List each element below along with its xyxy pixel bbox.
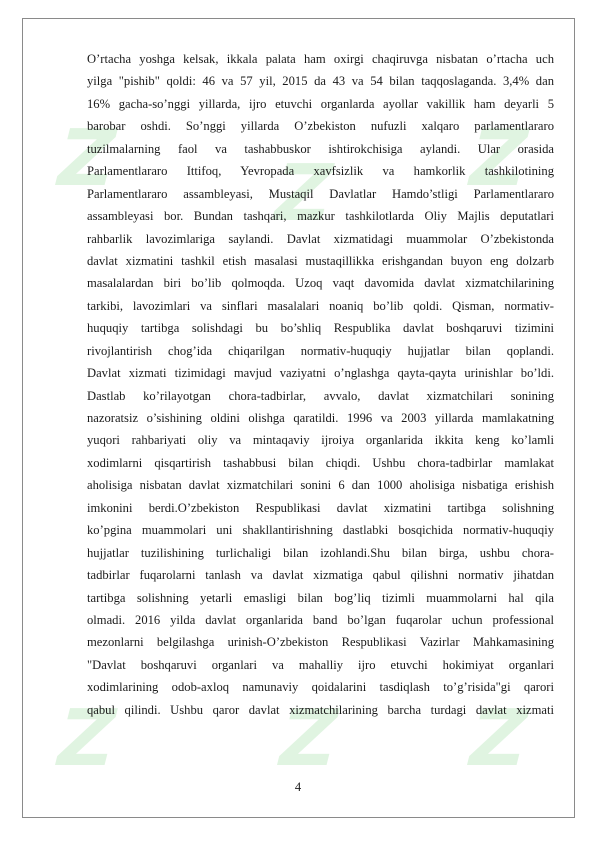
text-line: yilga "pishib" qoldi: 46 va 57 yil, 2015 da 43 va 54 bilan taqqoslaganda. 3,4% dan	[87, 74, 554, 89]
watermark-letter: Z	[458, 694, 538, 784]
watermark-letter: Z	[46, 694, 126, 784]
text-line: davlat xizmatini tashkil etish masalasi mustaqillikka erishgandan buyon eng dolzarb	[87, 253, 554, 268]
page-number: 4	[294, 780, 302, 794]
text-line: Parlamentlararo Ittifoq, Yevropada xavfsizlik va hamkorlik tashkilotining	[87, 164, 554, 179]
text-line: Dastlab ko’rilayotgan chora-tadbirlar, avvalo, davlat xizmatchilari sonining	[87, 388, 554, 403]
text-line: 16% gacha-so’nggi yillarda, ijro etuvchi organlarda ayollar vakillik ham deyarli 5	[87, 96, 554, 111]
watermark-letter: Z	[268, 694, 348, 784]
body-text	[87, 48, 554, 721]
text-line: yuqori rahbariyati oliy va mintaqaviy ijroiya organlarida ikkita keng ko’lamli	[87, 433, 554, 448]
text-line: imkonini berdi.O’zbekiston Respublikasi davlat xizmatini tartibga solishning	[87, 500, 554, 515]
text-line: masalalardan biri bo’lib qolmoqda. Uzoq vaqt davomida davlat xizmatchilarining	[87, 276, 554, 291]
text-line: qabul qilindi. Ushbu qaror davlat xizmatchilarining barcha turdagi davlat xizmati	[87, 702, 554, 717]
text-line: nazoratsiz o’sishining oldini olishga qaratildi. 1996 va 2003 yillarda mamlakatning	[87, 411, 554, 425]
text-line: ko’pgina muammolari uni shakllantirishning dastlabki bosqichida normativ-huquqiy	[87, 523, 554, 538]
text-line: Parlamentlararo assambleyasi, Mustaqil Davlatlar Hamdo’stligi Parlamentlararo	[87, 186, 554, 201]
text-line: olmadi. 2016 yilda davlat organlarida band bo’lgan fuqarolar uchun professional	[87, 612, 554, 627]
text-line: barobar oshdi. So’nggi yillarda O’zbekiston nufuzli xalqaro parlamentlararo	[87, 119, 554, 134]
text-line: assambleyasi bor. Bundan tashqari, mazkur tashkilotlarda Oliy Majlis deputatlari	[87, 209, 554, 224]
text-line: hujjatlar tuzilishining turlichaligi bilan izohlandi.Shu bilan birga, ushbu chora-	[87, 545, 554, 560]
text-line: rahbarlik lavozimlariga saylandi. Davlat xizmatidagi muammolar O’zbekistonda	[87, 231, 554, 246]
text-line: tuzilmalarning faol va tashabbuskor ishtirokchisiga aylandi. Ular orasida	[87, 141, 554, 156]
watermark-letter: Z	[46, 114, 126, 204]
text-line: xodimlarni qisqartirish tashabbusi bilan chiqdi. Ushbu chora-tadbirlar mamlakat	[87, 455, 554, 470]
text-line: Davlat xizmati tizimidagi mavjud vaziyatni o’nglashga qayta-qayta urinishlar bo’ldi.	[87, 366, 554, 381]
text-line: xodimlarining odob-axloq namunaviy qoidalarini tasdiqlash to’g’risida"gi qarori	[87, 680, 554, 695]
text-line: huquqiy tartibga solishdagi bu bo’shliq Respublika davlat boshqaruvi tizimini	[87, 321, 554, 336]
text-line: tartibga solishning yetarli emasligi bilan bog’liq tizimli muammolarni hal qila	[87, 590, 554, 605]
text-line: rivojlantirish chog’ida chiqarilgan normativ-huquqiy hujjatlar bilan qoplandi.	[87, 343, 554, 358]
text-line: tarkibi, lavozimlari va sinflari masalalari noaniq bo’lib qoldi. Qisman, normativ-	[87, 298, 554, 313]
text-line: tadbirlar fuqarolarni tanlash va davlat xizmatiga qabul qilishni normativ jihatdan	[87, 568, 554, 583]
text-line: mezonlarni belgilashga urinish-O’zbekiston Respublikasi Vazirlar Mahkamasining	[87, 635, 554, 650]
text-line: "Davlat boshqaruvi organlari va mahalliy ijro etuvchi hokimiyat organlari	[87, 657, 554, 672]
watermark-letter: Z	[263, 149, 343, 239]
text-line: O’rtacha yoshga kelsak, ikkala palata ham oxirgi chaqiruvga nisbatan o’rtacha uch	[87, 52, 554, 66]
watermark-letter: Z	[458, 114, 538, 204]
text-line: aholisiga nisbatan davlat xizmatchilari sonini 6 dan 1000 aholisiga nisbatiga erishish	[87, 478, 554, 493]
